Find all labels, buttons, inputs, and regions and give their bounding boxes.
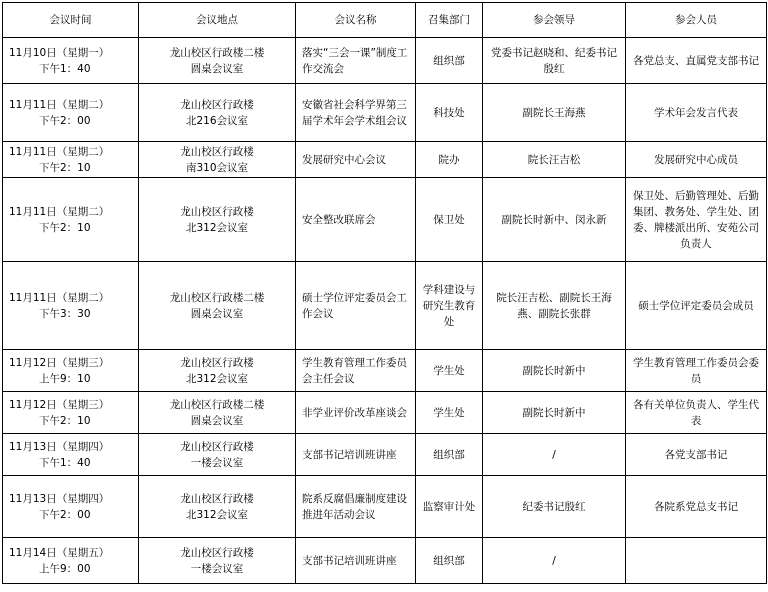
meeting-name-cell: 安徽省社会科学界第三届学术年会学术组会议 — [296, 84, 416, 142]
meeting-building: 龙山校区行政楼 — [180, 205, 254, 218]
attendees-cell: 各院系党总支书记 — [626, 476, 767, 538]
attending-leaders-cell: / — [483, 538, 626, 584]
attending-leaders-cell: 院长汪吉松、副院长王海燕、副院长张群 — [483, 262, 626, 350]
header-convening-department: 召集部门 — [416, 3, 483, 38]
meeting-date: 11月13日（星期四） — [9, 440, 110, 453]
convening-department-cell: 组织部 — [416, 38, 483, 84]
attending-leaders-cell: 副院长时新中 — [483, 392, 626, 434]
meeting-room: 圆桌会议室 — [190, 307, 244, 320]
convening-department-cell: 学生处 — [416, 392, 483, 434]
meeting-name-cell: 非学业评价改革座谈会 — [296, 392, 416, 434]
meeting-clock-time: 上午9：10 — [39, 372, 91, 385]
meeting-place-cell — [139, 142, 296, 178]
header-meeting-time: 会议时间 — [3, 3, 139, 38]
meeting-room: 一楼会议室 — [190, 456, 244, 469]
meeting-time-cell — [3, 350, 139, 392]
meeting-date: 11月11日（星期二） — [9, 145, 110, 158]
meeting-name-cell: 安全整改联席会 — [296, 178, 416, 262]
table-row — [3, 38, 767, 84]
meeting-time-cell — [3, 434, 139, 476]
meeting-place-cell — [139, 392, 296, 434]
attending-leaders-cell: 纪委书记殷红 — [483, 476, 626, 538]
meeting-time-cell — [3, 142, 139, 178]
meeting-clock-time: 下午3：30 — [39, 307, 91, 320]
meeting-time-cell — [3, 538, 139, 584]
attendees-cell: 各党支部书记 — [626, 434, 767, 476]
header-attending-leaders: 参会领导 — [483, 3, 626, 38]
meeting-room: 圆桌会议室 — [190, 62, 244, 75]
meeting-name-cell: 落实“三会一课”制度工作交流会 — [296, 38, 416, 84]
meeting-clock-time: 下午1：40 — [39, 456, 91, 469]
meeting-room: 北312会议室 — [185, 221, 249, 234]
meeting-place-cell — [139, 38, 296, 84]
header-meeting-name: 会议名称 — [296, 3, 416, 38]
meeting-time-cell — [3, 38, 139, 84]
meeting-time-cell — [3, 178, 139, 262]
attendees-cell: 各党总支、直属党支部书记 — [626, 38, 767, 84]
attendees-cell — [626, 538, 767, 584]
meeting-building: 龙山校区行政楼 — [180, 492, 254, 505]
header-attendees: 参会人员 — [626, 3, 767, 38]
meeting-name-cell: 院系反腐倡廉制度建设推进年活动会议 — [296, 476, 416, 538]
attending-leaders-cell: 院长汪吉松 — [483, 142, 626, 178]
attending-leaders-cell: 副院长时新中 — [483, 350, 626, 392]
attendees-cell: 保卫处、后勤管理处、后勤集团、教务处、学生处、团委、牌楼派出所、安苑公司负责人 — [626, 178, 767, 262]
meeting-place-cell — [139, 262, 296, 350]
meeting-building: 龙山校区行政楼二楼 — [169, 291, 265, 304]
meeting-date: 11月14日（星期五） — [9, 546, 110, 559]
meeting-clock-time: 下午2：00 — [39, 508, 91, 521]
meeting-time-cell — [3, 392, 139, 434]
meeting-place-cell — [139, 350, 296, 392]
attending-leaders-cell: 党委书记赵晓和、纪委书记殷红 — [483, 38, 626, 84]
meeting-room: 北312会议室 — [185, 508, 249, 521]
meeting-clock-time: 下午2：10 — [39, 161, 91, 174]
meeting-name-cell: 发展研究中心会议 — [296, 142, 416, 178]
meeting-schedule-table — [2, 2, 767, 584]
convening-department-cell: 组织部 — [416, 434, 483, 476]
meeting-place-cell — [139, 434, 296, 476]
attendees-cell: 学术年会发言代表 — [626, 84, 767, 142]
convening-department-cell: 院办 — [416, 142, 483, 178]
meeting-building: 龙山校区行政楼 — [180, 145, 254, 158]
meeting-building: 龙山校区行政楼 — [180, 440, 254, 453]
table-row — [3, 350, 767, 392]
meeting-date: 11月12日（星期三） — [9, 356, 110, 369]
table-row — [3, 538, 767, 584]
table-row — [3, 142, 767, 178]
table-row — [3, 392, 767, 434]
attendees-cell: 发展研究中心成员 — [626, 142, 767, 178]
attendees-cell: 学生教育管理工作委员会委员 — [626, 350, 767, 392]
attending-leaders-cell: / — [483, 434, 626, 476]
meeting-building: 龙山校区行政楼 — [180, 546, 254, 559]
meeting-place-cell — [139, 476, 296, 538]
header-meeting-place: 会议地点 — [139, 3, 296, 38]
meeting-building: 龙山校区行政楼二楼 — [169, 46, 265, 59]
table-row — [3, 84, 767, 142]
meeting-date: 11月11日（星期二） — [9, 205, 110, 218]
attending-leaders-cell: 副院长王海燕 — [483, 84, 626, 142]
meeting-building: 龙山校区行政楼 — [180, 98, 254, 111]
convening-department-cell: 组织部 — [416, 538, 483, 584]
convening-department-cell: 科技处 — [416, 84, 483, 142]
meeting-date: 11月10日（星期一） — [9, 46, 110, 59]
meeting-clock-time: 下午1：40 — [39, 62, 91, 75]
meeting-name-cell: 学生教育管理工作委员会主任会议 — [296, 350, 416, 392]
table-row — [3, 434, 767, 476]
meeting-place-cell — [139, 538, 296, 584]
meeting-room: 北312会议室 — [185, 372, 249, 385]
meeting-date: 11月13日（星期四） — [9, 492, 110, 505]
meeting-date: 11月11日（星期二） — [9, 291, 110, 304]
meeting-name-cell: 硕士学位评定委员会工作会议 — [296, 262, 416, 350]
convening-department-cell: 保卫处 — [416, 178, 483, 262]
table-header-row — [3, 3, 767, 38]
attendees-cell: 各有关单位负责人、学生代表 — [626, 392, 767, 434]
meeting-date: 11月12日（星期三） — [9, 398, 110, 411]
meeting-room: 圆桌会议室 — [190, 414, 244, 427]
meeting-time-cell — [3, 84, 139, 142]
convening-department-cell: 监察审计处 — [416, 476, 483, 538]
meeting-place-cell — [139, 178, 296, 262]
table-row — [3, 262, 767, 350]
meeting-room: 北216会议室 — [185, 114, 249, 127]
convening-department-cell: 学科建设与研究生教育处 — [416, 262, 483, 350]
convening-department-cell: 学生处 — [416, 350, 483, 392]
meeting-room: 南310会议室 — [185, 161, 249, 174]
meeting-clock-time: 下午2：10 — [39, 221, 91, 234]
meeting-time-cell — [3, 476, 139, 538]
meeting-building: 龙山校区行政楼 — [180, 356, 254, 369]
attendees-cell: 硕士学位评定委员会成员 — [626, 262, 767, 350]
meeting-date: 11月11日（星期二） — [9, 98, 110, 111]
table-row — [3, 476, 767, 538]
meeting-clock-time: 上午9：00 — [39, 562, 91, 575]
attending-leaders-cell: 副院长时新中、闵永新 — [483, 178, 626, 262]
table-row — [3, 178, 767, 262]
meeting-room: 一楼会议室 — [190, 562, 244, 575]
meeting-clock-time: 下午2：00 — [39, 114, 91, 127]
meeting-building: 龙山校区行政楼二楼 — [169, 398, 265, 411]
meeting-time-cell — [3, 262, 139, 350]
meeting-place-cell — [139, 84, 296, 142]
meeting-name-cell: 支部书记培训班讲座 — [296, 434, 416, 476]
meeting-clock-time: 下午2：10 — [39, 414, 91, 427]
meeting-name-cell: 支部书记培训班讲座 — [296, 538, 416, 584]
